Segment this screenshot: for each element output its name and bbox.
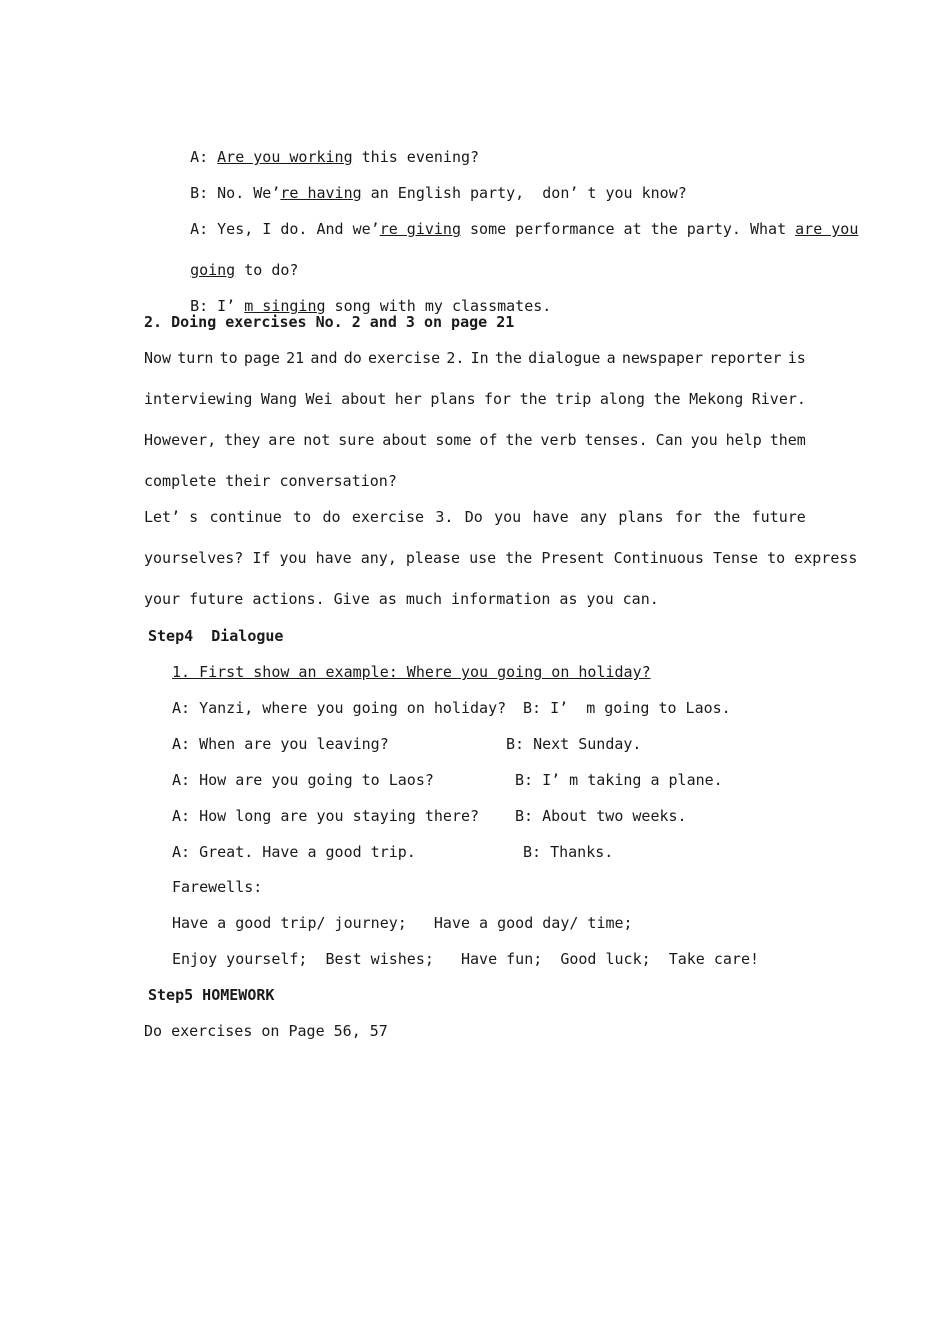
dialogue-line-b: B: About two weeks. [515,807,687,825]
word: not [303,431,331,449]
paragraph-line [144,507,806,527]
word: Can [655,431,683,449]
line-text: to do? [235,261,299,279]
word: are [268,431,296,449]
word: Mekong [689,390,744,408]
word: they [224,431,261,449]
dialogue-line-b: B: I’ m taking a plane. [515,771,723,789]
dialogue-line-a: A: When are you leaving? [172,735,389,753]
line-text: this evening? [352,148,480,166]
word: tenses. [584,431,648,449]
word: verb [540,431,577,449]
dialogue-line-a: A: Yanzi, where you going on holiday? [172,699,507,717]
word: newspaper [621,349,704,367]
paragraph-line: yourselves? If you have any, please use the Present Continuous Tense to express [144,549,858,567]
word: for [484,390,512,408]
dialogue-line-a: A: How long are you staying there? [172,807,480,825]
exercise-line-1 [172,127,479,167]
speaker-text: A: Yes, I do. And we’ [190,220,380,238]
word: them [769,431,806,449]
word: do [343,349,362,367]
word: Let’ s [144,508,199,526]
underlined-answer: are you [795,220,859,238]
paragraph-line [144,430,806,450]
line-text: some performance at the party. What [461,220,796,238]
word: trip [555,390,592,408]
dialogue-line-a: A: Great. Have a good trip. [172,843,416,861]
step-heading: Step4 Dialogue [148,627,284,645]
word: you [690,431,718,449]
paragraph-line: complete their conversation? [144,472,397,490]
underlined-answer: re giving [379,220,461,238]
word: continue [209,508,282,526]
exercise-line-2 [172,163,687,203]
word: exercise [351,508,425,526]
word: In [470,349,489,367]
dialogue-line-a: A: How are you going to Laos? [172,771,434,789]
word: help [725,431,762,449]
step-heading: Step5 HOMEWORK [148,986,275,1004]
farewells-line: Have a good trip/ journey; Have a good day/ time; [172,914,633,932]
word: Wei [305,390,333,408]
paragraph-line: your future actions. Give as much information as you can. [144,590,659,608]
word: you [494,508,522,526]
word: the [653,390,681,408]
word: dialogue [528,349,601,367]
farewells-line: Enjoy yourself; Best wishes; Have fun; Good luck; Take care! [172,950,759,968]
word: to [219,349,238,367]
word: However, [144,431,217,449]
word: interviewing [144,390,253,408]
farewells-label: Farewells: [172,878,263,896]
word: Wang [260,390,297,408]
word: of [479,431,498,449]
word: do [322,508,341,526]
word: exercise [367,349,441,367]
line-text: song with my classmates. [325,297,552,315]
paragraph-line [144,348,806,368]
exercise-line-5 [172,276,551,316]
dialogue-line-b: B: Next Sunday. [506,735,642,753]
word: 3. [435,508,454,526]
word: the [494,349,522,367]
underlined-answer: m singing [244,297,326,315]
word: for [674,508,702,526]
word: to [293,508,312,526]
line-text: an English party, don’ t you know? [361,184,687,202]
word: sure [338,431,375,449]
dialogue-line-b: B: I’ m going to Laos. [523,699,731,717]
word: is [787,349,806,367]
word: 2. [446,349,465,367]
dialogue-line-b: B: Thanks. [523,843,614,861]
word: plans [618,508,664,526]
underlined-answer: Are you working [217,148,353,166]
word: any [579,508,608,526]
word: her [394,390,422,408]
section-heading: 2. Doing exercises No. 2 and 3 on page 21 [144,313,515,331]
word: Do [464,508,483,526]
exercise-line-3 [172,199,858,239]
word: and [310,349,338,367]
word: the [505,431,533,449]
word: along [599,390,645,408]
underlined-answer: re having [280,184,362,202]
underlined-answer: going [190,261,236,279]
word: 21 [286,349,305,367]
word: some [435,431,472,449]
word: turn [177,349,214,367]
speaker-text: A: [190,148,218,166]
homework-text: Do exercises on Page 56, 57 [144,1022,388,1040]
paragraph-line [144,389,806,409]
example-title: 1. First show an example: Where you going on holiday? [172,663,651,681]
word: a [606,349,616,367]
word: the [519,390,547,408]
exercise-line-4 [172,240,298,280]
speaker-text: B: I’ [190,297,245,315]
word: about [341,390,387,408]
word: page [243,349,280,367]
word: plans [430,390,476,408]
speaker-text: B: No. We’ [190,184,281,202]
word: future [751,508,806,526]
word: the [713,508,741,526]
word: River. [751,390,806,408]
word: have [532,508,569,526]
word: reporter [709,349,782,367]
word: about [382,431,428,449]
word: Now [144,349,172,367]
